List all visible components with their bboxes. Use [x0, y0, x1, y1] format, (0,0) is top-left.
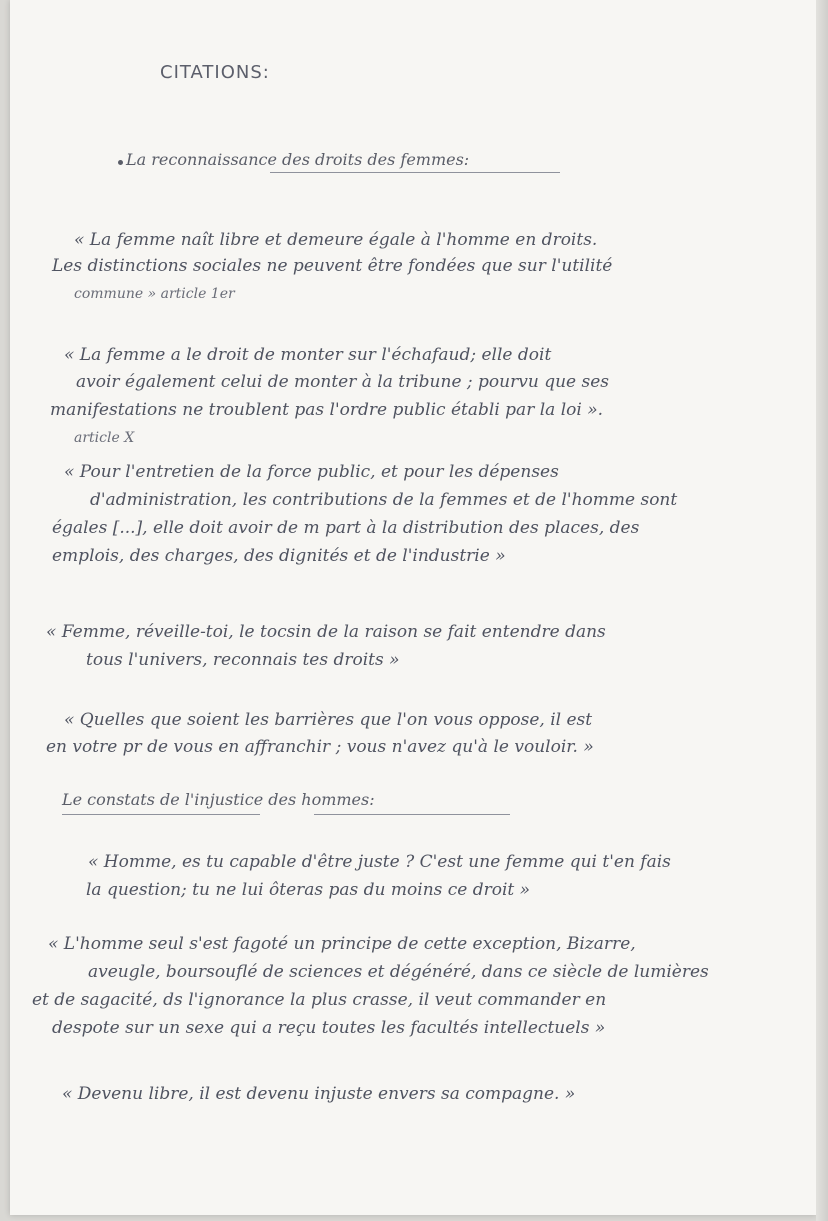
- quote-line: Les distinctions sociales ne peuvent être fondées que sur l'utilité: [52, 256, 613, 276]
- section1-underline: [270, 172, 560, 173]
- quote-line: « Homme, es tu capable d'être juste ? C'est une femme qui t'en fais: [88, 852, 671, 872]
- quote-line: « La femme naît libre et demeure égale à l'homme en droits.: [74, 230, 598, 250]
- quote-line: et de sagacité, ds l'ignorance la plus crasse, il veut commander en: [32, 990, 607, 1010]
- quote-line: tous l'univers, reconnais tes droits »: [86, 650, 400, 670]
- section2-underline: [62, 814, 260, 815]
- section-bullet: [118, 160, 123, 165]
- page-edge: [816, 0, 828, 1221]
- quote-line: manifestations ne troublent pas l'ordre public établi par la loi ».: [50, 400, 604, 420]
- section1-heading: La reconnaissance des droits des femmes:: [126, 150, 470, 169]
- quote-line: avoir également celui de monter à la tribune ; pourvu que ses: [76, 372, 610, 392]
- quote-line: « Quelles que soient les barrières que l'on vous oppose, il est: [64, 710, 593, 730]
- quote-line: despote sur un sexe qui a reçu toutes les facultés intellectuels »: [52, 1018, 606, 1038]
- quote-line: commune » article 1er: [74, 286, 235, 302]
- quote-line: d'administration, les contributions de la femmes et de l'homme sont: [90, 490, 678, 510]
- quote-line: égales [...], elle doit avoir de m part à la distribution des places, des: [52, 518, 640, 538]
- section2-heading: Le constats de l'injustice des hommes:: [62, 790, 375, 809]
- quote-line: « Femme, réveille-toi, le tocsin de la raison se fait entendre dans: [46, 622, 606, 642]
- quote-line: « Devenu libre, il est devenu injuste envers sa compagne. »: [62, 1084, 576, 1104]
- quote-line: emplois, des charges, des dignités et de l'industrie »: [52, 546, 506, 566]
- quote-line: la question; tu ne lui ôteras pas du moins ce droit »: [86, 880, 531, 900]
- quote-line: aveugle, boursouflé de sciences et dégénéré, dans ce siècle de lumières: [88, 962, 709, 982]
- quote-line: « La femme a le droit de monter sur l'échafaud; elle doit: [64, 345, 552, 365]
- page-title: CITATIONS:: [160, 62, 270, 83]
- quote-line: « Pour l'entretien de la force public, et pour les dépenses: [64, 462, 559, 482]
- quote-line: « L'homme seul s'est fagoté un principe de cette exception, Bizarre,: [48, 934, 636, 954]
- quote-line: en votre pr de vous en affranchir ; vous n'avez qu'à le vouloir. »: [46, 737, 594, 757]
- section2-underline-2: [314, 814, 510, 815]
- quote-line: article X: [74, 430, 135, 446]
